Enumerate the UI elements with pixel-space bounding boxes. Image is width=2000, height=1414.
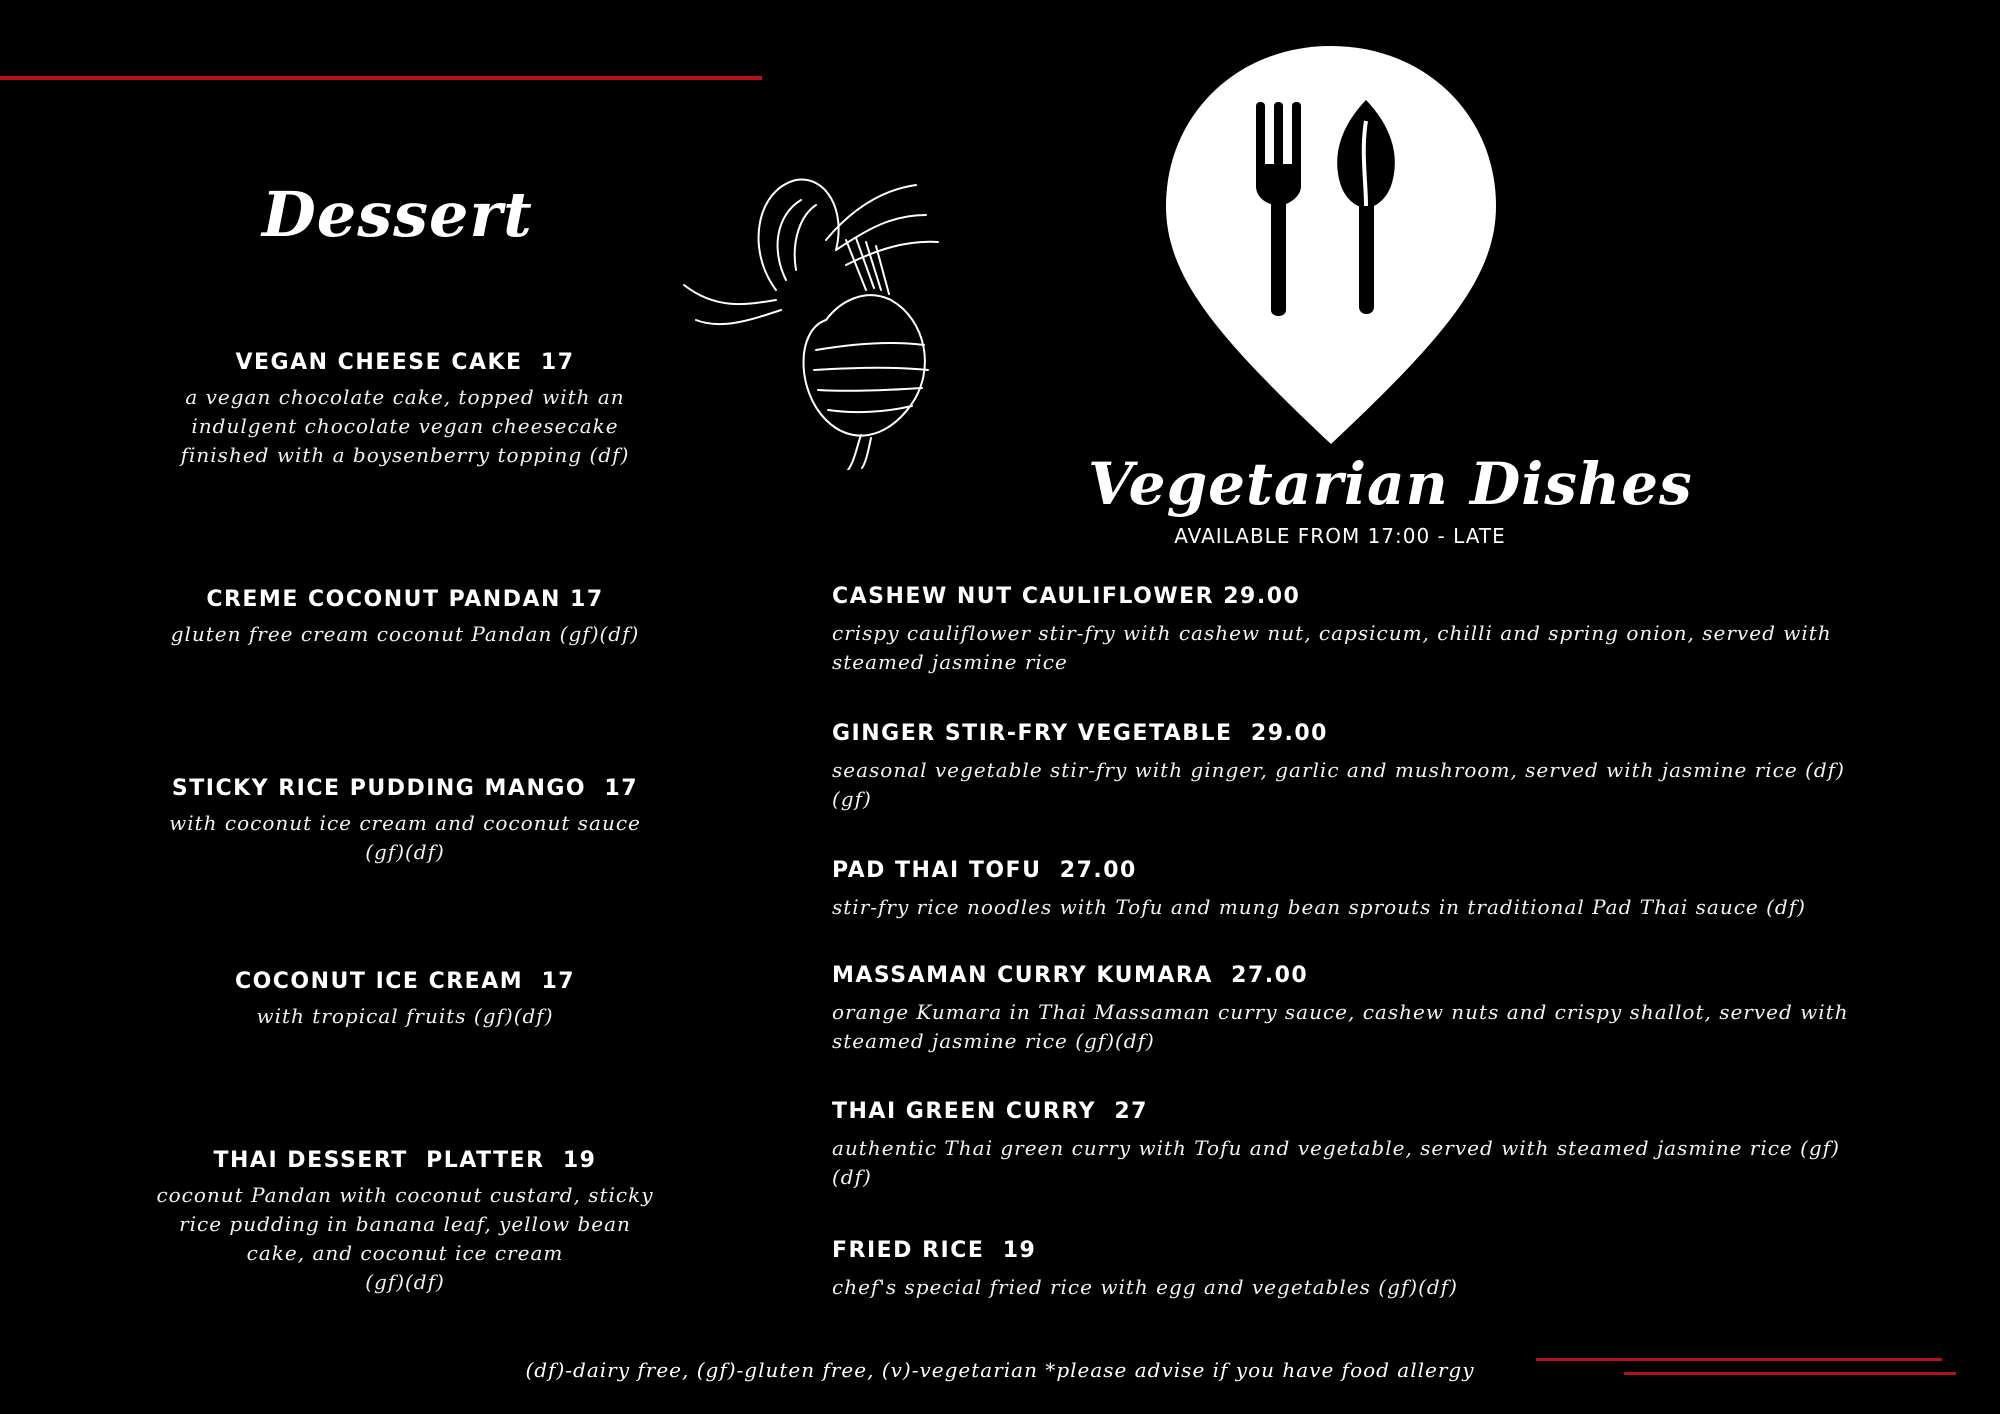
dish-description: a vegan chocolate cake, topped with an indulgent chocolate vegan cheesecake finished with a boysenberry topping (df) bbox=[180, 385, 630, 467]
vegetarian-item bbox=[832, 963, 1872, 1056]
dish-name: VEGAN CHEESE CAKE 17 bbox=[235, 350, 575, 375]
dish-description: with tropical fruits (gf)(df) bbox=[256, 1004, 554, 1028]
dish-description: stir-fry rice noodles with Tofu and mung bean sprouts in traditional Pad Thai sauce (df) bbox=[832, 895, 1806, 919]
dish-name: STICKY RICE PUDDING MANGO 17 bbox=[171, 776, 639, 801]
allergen-footnote: (df)-dairy free, (gf)-gluten free, (v)-vegetarian *please advise if you have food allergy bbox=[525, 1358, 1475, 1382]
dish-description: chef's special fried rice with egg and vegetables (gf)(df) bbox=[832, 1275, 1458, 1299]
dish-name: COCONUT ICE CREAM 17 bbox=[234, 969, 576, 994]
dish-name: MASSAMAN CURRY KUMARA 27.00 bbox=[832, 963, 1309, 988]
dish-name: CASHEW NUT CAULIFLOWER 29.00 bbox=[832, 584, 1301, 609]
dish-description: with coconut ice cream and coconut sauce (gf)(df) bbox=[169, 811, 641, 864]
dessert-title: Dessert bbox=[262, 178, 533, 251]
dessert-item bbox=[150, 776, 660, 867]
vegetarian-subtitle: AVAILABLE FROM 17:00 - LATE bbox=[1174, 524, 1506, 548]
dessert-item bbox=[150, 969, 660, 1031]
beetroot-sketch-icon bbox=[676, 170, 976, 470]
dessert-item bbox=[150, 587, 660, 649]
dish-description: seasonal vegetable stir-fry with ginger, garlic and mushroom, served with jasmine rice (df) (gf) bbox=[832, 758, 1845, 811]
dish-name: GINGER STIR-FRY VEGETABLE 29.00 bbox=[832, 721, 1328, 746]
dish-description: orange Kumara in Thai Massaman curry sauce, cashew nuts and crispy shallot, served with steamed jasmine rice (gf)(df) bbox=[832, 1000, 1849, 1053]
dessert-item bbox=[150, 1148, 660, 1297]
bottom-right-accent-rule-lower bbox=[1624, 1372, 1956, 1375]
vegetarian-title: Vegetarian Dishes bbox=[1088, 450, 1693, 518]
dish-name: FRIED RICE 19 bbox=[832, 1238, 1037, 1263]
vegetarian-item bbox=[832, 584, 1872, 677]
vegetarian-item bbox=[832, 1099, 1872, 1192]
dish-name: THAI GREEN CURRY 27 bbox=[832, 1099, 1148, 1124]
vegetarian-item bbox=[832, 1238, 1872, 1302]
dish-description: gluten free cream coconut Pandan (gf)(df) bbox=[170, 622, 640, 646]
vegetarian-item bbox=[832, 721, 1872, 814]
vegetarian-item bbox=[832, 858, 1872, 922]
dish-description: crispy cauliflower stir-fry with cashew nut, capsicum, chilli and spring onion, served with steamed jasmine rice bbox=[832, 621, 1832, 674]
dish-name: PAD THAI TOFU 27.00 bbox=[832, 858, 1137, 883]
dish-name: THAI DESSERT PLATTER 19 bbox=[213, 1148, 597, 1173]
dish-name: CREME COCONUT PANDAN 17 bbox=[206, 587, 604, 612]
fork-leaf-location-pin-icon bbox=[1166, 46, 1496, 446]
top-left-accent-rule bbox=[0, 76, 762, 80]
dish-description: coconut Pandan with coconut custard, sticky rice pudding in banana leaf, yellow bean cake, and coconut ice cream (gf)(df) bbox=[156, 1183, 654, 1294]
dish-description: authentic Thai green curry with Tofu and vegetable, served with steamed jasmine rice (gf) (df) bbox=[832, 1136, 1840, 1189]
dessert-item bbox=[150, 350, 660, 470]
